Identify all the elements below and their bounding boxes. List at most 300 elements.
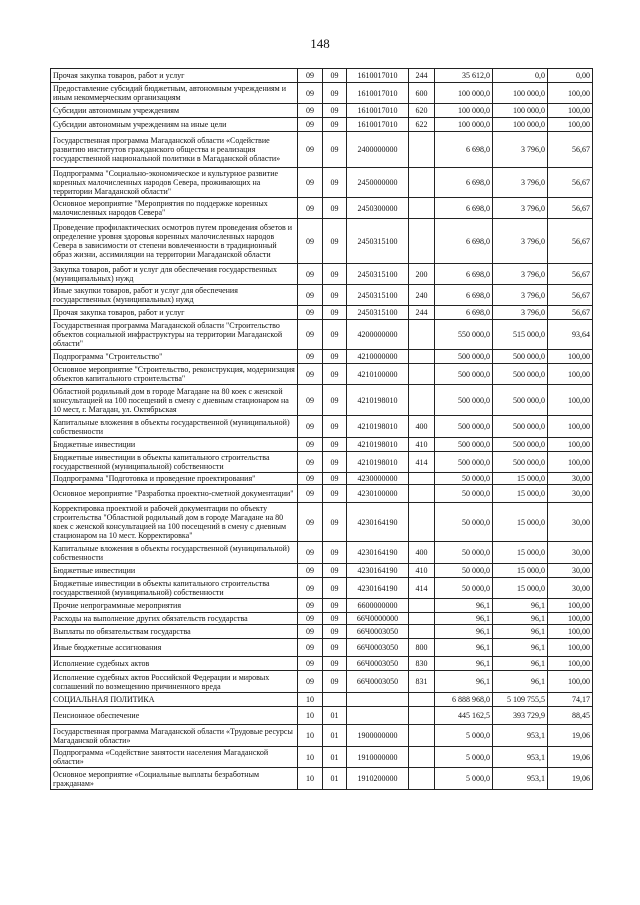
cell-v2: 3 796,0 bbox=[493, 219, 548, 264]
cell-rz: 09 bbox=[298, 69, 323, 83]
cell-name: Основное мероприятие "Разработка проектно-сметной документации" bbox=[51, 485, 298, 503]
cell-v3: 30,00 bbox=[548, 485, 593, 503]
cell-rz: 09 bbox=[298, 473, 323, 485]
cell-cs: 4230164190 bbox=[347, 578, 409, 599]
cell-rz: 09 bbox=[298, 542, 323, 564]
cell-v3: 100,00 bbox=[548, 350, 593, 364]
cell-name: Государственная программа Магаданской области «Трудовые ресурсы Магаданской области» bbox=[51, 725, 298, 747]
cell-v3: 100,00 bbox=[548, 83, 593, 104]
cell-v2: 96,1 bbox=[493, 613, 548, 625]
cell-v3: 19,06 bbox=[548, 768, 593, 790]
cell-pr: 09 bbox=[323, 657, 347, 671]
cell-v1: 50 000,0 bbox=[435, 564, 493, 578]
cell-v3: 56,67 bbox=[548, 198, 593, 219]
cell-v2: 96,1 bbox=[493, 671, 548, 693]
cell-name: СОЦИАЛЬНАЯ ПОЛИТИКА bbox=[51, 693, 298, 707]
cell-rz: 09 bbox=[298, 104, 323, 118]
cell-v3: 88,45 bbox=[548, 707, 593, 725]
cell-vr bbox=[409, 168, 435, 198]
cell-pr: 09 bbox=[323, 198, 347, 219]
cell-v1: 96,1 bbox=[435, 625, 493, 639]
cell-pr: 09 bbox=[323, 83, 347, 104]
cell-cs: 4230164190 bbox=[347, 503, 409, 542]
cell-name: Государственная программа Магаданской области «Содействие развитию институтов гражданского общества и реализация государственной национальной политики в Магаданской области» bbox=[51, 132, 298, 168]
cell-name: Подпрограмма «Содействие занятости населения Магаданской области» bbox=[51, 747, 298, 768]
cell-pr: 09 bbox=[323, 132, 347, 168]
cell-rz: 10 bbox=[298, 768, 323, 790]
cell-pr: 09 bbox=[323, 350, 347, 364]
cell-v3: 19,06 bbox=[548, 747, 593, 768]
cell-cs: 6600000000 bbox=[347, 599, 409, 613]
cell-cs: 4210000000 bbox=[347, 350, 409, 364]
cell-v2: 515 000,0 bbox=[493, 320, 548, 350]
cell-pr: 09 bbox=[323, 69, 347, 83]
cell-v2: 500 000,0 bbox=[493, 385, 548, 416]
cell-rz: 09 bbox=[298, 657, 323, 671]
cell-vr bbox=[409, 747, 435, 768]
cell-v2: 96,1 bbox=[493, 639, 548, 657]
cell-pr: 09 bbox=[323, 285, 347, 306]
table-row bbox=[51, 219, 593, 264]
cell-rz: 09 bbox=[298, 438, 323, 452]
cell-vr bbox=[409, 693, 435, 707]
cell-v2: 500 000,0 bbox=[493, 364, 548, 385]
cell-pr: 09 bbox=[323, 452, 347, 473]
cell-cs: 4210198010 bbox=[347, 416, 409, 438]
cell-name: Пенсионное обеспечение bbox=[51, 707, 298, 725]
cell-rz: 09 bbox=[298, 320, 323, 350]
cell-vr bbox=[409, 485, 435, 503]
cell-rz: 09 bbox=[298, 385, 323, 416]
budget-table bbox=[50, 68, 593, 790]
cell-v1: 50 000,0 bbox=[435, 485, 493, 503]
table-row bbox=[51, 69, 593, 83]
cell-vr: 620 bbox=[409, 104, 435, 118]
cell-rz: 09 bbox=[298, 503, 323, 542]
cell-v3: 100,00 bbox=[548, 452, 593, 473]
cell-cs bbox=[347, 693, 409, 707]
cell-name: Подпрограмма "Социально-экономическое и культурное развитие коренных малочисленных народов Севера, проживающих на территории Магаданской области" bbox=[51, 168, 298, 198]
cell-pr: 09 bbox=[323, 503, 347, 542]
cell-rz: 09 bbox=[298, 83, 323, 104]
table-row bbox=[51, 416, 593, 438]
cell-v3: 56,67 bbox=[548, 306, 593, 320]
cell-rz: 10 bbox=[298, 693, 323, 707]
cell-name: Основное мероприятие "Мероприятия по поддержке коренных малочисленных народов Севера" bbox=[51, 198, 298, 219]
cell-v2: 15 000,0 bbox=[493, 578, 548, 599]
cell-v3: 100,00 bbox=[548, 671, 593, 693]
cell-v2: 3 796,0 bbox=[493, 168, 548, 198]
cell-cs: 2450315100 bbox=[347, 264, 409, 285]
cell-vr bbox=[409, 198, 435, 219]
cell-cs: 1900000000 bbox=[347, 725, 409, 747]
cell-vr bbox=[409, 385, 435, 416]
cell-cs: 4230000000 bbox=[347, 473, 409, 485]
cell-name: Субсидии автономным учреждениям bbox=[51, 104, 298, 118]
cell-name: Расходы на выполнение других обязательств государства bbox=[51, 613, 298, 625]
cell-rz: 09 bbox=[298, 578, 323, 599]
cell-pr: 09 bbox=[323, 599, 347, 613]
cell-name: Проведение профилактических осмотров путем проведения обзетов и определение уровня здоровья коренных малочисленных народов Севера в зависимости от степени вовлеченности в традиционный образ жизни, ассимиляции на территории Магаданской области bbox=[51, 219, 298, 264]
cell-vr: 244 bbox=[409, 69, 435, 83]
table-row bbox=[51, 473, 593, 485]
cell-vr: 414 bbox=[409, 452, 435, 473]
cell-v3: 30,00 bbox=[548, 473, 593, 485]
cell-pr: 09 bbox=[323, 639, 347, 657]
cell-v2: 500 000,0 bbox=[493, 350, 548, 364]
cell-rz: 10 bbox=[298, 707, 323, 725]
cell-v1: 96,1 bbox=[435, 671, 493, 693]
cell-vr: 400 bbox=[409, 416, 435, 438]
cell-name: Подпрограмма "Подготовка и проведение проектирования" bbox=[51, 473, 298, 485]
cell-cs: 2450000000 bbox=[347, 168, 409, 198]
cell-rz: 09 bbox=[298, 599, 323, 613]
table-row bbox=[51, 657, 593, 671]
table-row bbox=[51, 707, 593, 725]
cell-vr bbox=[409, 219, 435, 264]
cell-vr: 414 bbox=[409, 578, 435, 599]
table-row bbox=[51, 83, 593, 104]
cell-name: Областной родильный дом в городе Магадане на 80 коек с женской консультацией на 100 посещений в смену с дневным стационаром на 10 мест, г. Магадан, ул. Октябрьская bbox=[51, 385, 298, 416]
cell-v3: 100,00 bbox=[548, 639, 593, 657]
table-row bbox=[51, 725, 593, 747]
table-row bbox=[51, 671, 593, 693]
table-row bbox=[51, 168, 593, 198]
cell-rz: 09 bbox=[298, 639, 323, 657]
cell-v1: 6 698,0 bbox=[435, 168, 493, 198]
cell-cs: 66Ч0003050 bbox=[347, 625, 409, 639]
cell-pr: 09 bbox=[323, 118, 347, 132]
cell-v2: 3 796,0 bbox=[493, 285, 548, 306]
cell-v2: 500 000,0 bbox=[493, 438, 548, 452]
cell-v1: 96,1 bbox=[435, 613, 493, 625]
cell-vr: 410 bbox=[409, 438, 435, 452]
cell-v1: 500 000,0 bbox=[435, 416, 493, 438]
cell-cs: 2450315100 bbox=[347, 219, 409, 264]
cell-name: Основное мероприятие «Социальные выплаты безработным гражданам» bbox=[51, 768, 298, 790]
cell-v2: 15 000,0 bbox=[493, 485, 548, 503]
cell-v1: 500 000,0 bbox=[435, 452, 493, 473]
cell-v3: 56,67 bbox=[548, 168, 593, 198]
cell-name: Исполнение судебных актов bbox=[51, 657, 298, 671]
cell-pr bbox=[323, 693, 347, 707]
cell-v2: 96,1 bbox=[493, 657, 548, 671]
cell-v1: 550 000,0 bbox=[435, 320, 493, 350]
cell-rz: 09 bbox=[298, 118, 323, 132]
cell-rz: 09 bbox=[298, 132, 323, 168]
table-row bbox=[51, 625, 593, 639]
page-number: 148 bbox=[310, 36, 330, 51]
cell-v2: 5 109 755,5 bbox=[493, 693, 548, 707]
cell-v3: 100,00 bbox=[548, 625, 593, 639]
cell-v2: 3 796,0 bbox=[493, 132, 548, 168]
cell-v2: 96,1 bbox=[493, 625, 548, 639]
cell-v2: 3 796,0 bbox=[493, 264, 548, 285]
cell-v1: 500 000,0 bbox=[435, 385, 493, 416]
table-row bbox=[51, 306, 593, 320]
table-row bbox=[51, 747, 593, 768]
cell-vr: 410 bbox=[409, 564, 435, 578]
cell-cs: 4210198010 bbox=[347, 385, 409, 416]
table-row bbox=[51, 264, 593, 285]
cell-vr: 240 bbox=[409, 285, 435, 306]
cell-cs: 66Ч0003050 bbox=[347, 671, 409, 693]
cell-rz: 09 bbox=[298, 564, 323, 578]
cell-v1: 5 000,0 bbox=[435, 747, 493, 768]
cell-v3: 74,17 bbox=[548, 693, 593, 707]
cell-pr: 09 bbox=[323, 613, 347, 625]
cell-v3: 100,00 bbox=[548, 613, 593, 625]
cell-name: Капитальные вложения в объекты государственной (муниципальной) собственности bbox=[51, 542, 298, 564]
cell-rz: 09 bbox=[298, 485, 323, 503]
cell-pr: 09 bbox=[323, 385, 347, 416]
table-row bbox=[51, 639, 593, 657]
cell-v1: 5 000,0 bbox=[435, 768, 493, 790]
cell-pr: 09 bbox=[323, 542, 347, 564]
cell-cs: 1610017010 bbox=[347, 83, 409, 104]
table-row bbox=[51, 564, 593, 578]
cell-name: Корректировка проектной и рабочей документации по объекту строительства "Областной родильный дом в городе Магадане на 80 коек с женской консультацией на 100 посещений в смену с дневным стационаром на 10 мест. Корректировка" bbox=[51, 503, 298, 542]
cell-pr: 09 bbox=[323, 364, 347, 385]
cell-name: Прочие непрограммные мероприятия bbox=[51, 599, 298, 613]
table-row bbox=[51, 452, 593, 473]
cell-pr: 09 bbox=[323, 219, 347, 264]
cell-vr bbox=[409, 613, 435, 625]
cell-cs: 1610017010 bbox=[347, 69, 409, 83]
cell-name: Предоставление субсидий бюджетным, автономным учреждениям и иным некоммерческим организациям bbox=[51, 83, 298, 104]
cell-v2: 500 000,0 bbox=[493, 452, 548, 473]
cell-rz: 09 bbox=[298, 416, 323, 438]
table-row bbox=[51, 104, 593, 118]
cell-name: Иные закупки товаров, работ и услуг для обеспечения государственных (муниципальных) нужд bbox=[51, 285, 298, 306]
cell-v1: 100 000,0 bbox=[435, 118, 493, 132]
cell-v2: 15 000,0 bbox=[493, 564, 548, 578]
cell-rz: 09 bbox=[298, 671, 323, 693]
cell-name: Бюджетные инвестиции в объекты капитального строительства государственной (муниципальной) собственности bbox=[51, 452, 298, 473]
cell-rz: 09 bbox=[298, 285, 323, 306]
cell-v3: 100,00 bbox=[548, 416, 593, 438]
cell-v1: 50 000,0 bbox=[435, 578, 493, 599]
cell-v3: 30,00 bbox=[548, 578, 593, 599]
cell-cs: 1610017010 bbox=[347, 104, 409, 118]
cell-v3: 30,00 bbox=[548, 503, 593, 542]
cell-v1: 96,1 bbox=[435, 639, 493, 657]
cell-cs: 4210198010 bbox=[347, 438, 409, 452]
cell-name: Государственная программа Магаданской области "Строительство объектов социальной инфраструктуры на территории Магаданской области" bbox=[51, 320, 298, 350]
cell-pr: 01 bbox=[323, 725, 347, 747]
table-row bbox=[51, 438, 593, 452]
cell-v3: 56,67 bbox=[548, 219, 593, 264]
cell-v3: 100,00 bbox=[548, 657, 593, 671]
cell-v3: 100,00 bbox=[548, 118, 593, 132]
table-row bbox=[51, 578, 593, 599]
cell-v1: 100 000,0 bbox=[435, 104, 493, 118]
cell-rz: 09 bbox=[298, 219, 323, 264]
cell-v1: 500 000,0 bbox=[435, 364, 493, 385]
cell-v2: 100 000,0 bbox=[493, 83, 548, 104]
table-row bbox=[51, 613, 593, 625]
cell-rz: 09 bbox=[298, 198, 323, 219]
cell-v2: 15 000,0 bbox=[493, 542, 548, 564]
cell-rz: 09 bbox=[298, 306, 323, 320]
cell-v3: 100,00 bbox=[548, 438, 593, 452]
cell-vr: 600 bbox=[409, 83, 435, 104]
cell-v1: 6 698,0 bbox=[435, 264, 493, 285]
cell-vr bbox=[409, 707, 435, 725]
cell-v2: 0,0 bbox=[493, 69, 548, 83]
table-row bbox=[51, 118, 593, 132]
cell-v2: 100 000,0 bbox=[493, 118, 548, 132]
cell-name: Субсидии автономным учреждениям на иные цели bbox=[51, 118, 298, 132]
table-row bbox=[51, 768, 593, 790]
cell-v1: 35 612,0 bbox=[435, 69, 493, 83]
table-row bbox=[51, 385, 593, 416]
cell-name: Бюджетные инвестиции bbox=[51, 438, 298, 452]
cell-pr: 09 bbox=[323, 564, 347, 578]
cell-cs: 1910000000 bbox=[347, 747, 409, 768]
cell-rz: 09 bbox=[298, 625, 323, 639]
cell-name: Закупка товаров, работ и услуг для обеспечения государственных (муниципальных) нужд bbox=[51, 264, 298, 285]
cell-v3: 100,00 bbox=[548, 364, 593, 385]
cell-pr: 09 bbox=[323, 578, 347, 599]
cell-cs bbox=[347, 707, 409, 725]
cell-v2: 953,1 bbox=[493, 747, 548, 768]
cell-v3: 56,67 bbox=[548, 285, 593, 306]
cell-cs: 4210100000 bbox=[347, 364, 409, 385]
cell-vr bbox=[409, 768, 435, 790]
cell-vr bbox=[409, 625, 435, 639]
cell-pr: 01 bbox=[323, 707, 347, 725]
cell-rz: 09 bbox=[298, 364, 323, 385]
cell-v3: 30,00 bbox=[548, 564, 593, 578]
cell-name: Бюджетные инвестиции в объекты капитального строительства государственной (муниципальной) собственности bbox=[51, 578, 298, 599]
cell-vr bbox=[409, 364, 435, 385]
cell-cs: 4230164190 bbox=[347, 564, 409, 578]
cell-rz: 10 bbox=[298, 725, 323, 747]
cell-pr: 09 bbox=[323, 473, 347, 485]
cell-v3: 100,00 bbox=[548, 104, 593, 118]
cell-v1: 50 000,0 bbox=[435, 542, 493, 564]
cell-v1: 96,1 bbox=[435, 599, 493, 613]
cell-name: Основное мероприятие "Строительство, реконструкция, модернизация объектов капитального строительства" bbox=[51, 364, 298, 385]
cell-v1: 50 000,0 bbox=[435, 473, 493, 485]
cell-vr: 800 bbox=[409, 639, 435, 657]
cell-pr: 09 bbox=[323, 168, 347, 198]
cell-v2: 3 796,0 bbox=[493, 306, 548, 320]
table-row bbox=[51, 693, 593, 707]
table-row bbox=[51, 198, 593, 219]
table-row bbox=[51, 599, 593, 613]
cell-name: Подпрограмма "Строительство" bbox=[51, 350, 298, 364]
cell-cs: 4230100000 bbox=[347, 485, 409, 503]
cell-cs: 66Ч0003050 bbox=[347, 639, 409, 657]
cell-name: Выплаты по обязательствам государства bbox=[51, 625, 298, 639]
table-row bbox=[51, 503, 593, 542]
cell-v1: 500 000,0 bbox=[435, 350, 493, 364]
cell-v2: 500 000,0 bbox=[493, 416, 548, 438]
table-row bbox=[51, 132, 593, 168]
cell-v1: 6 698,0 bbox=[435, 306, 493, 320]
cell-pr: 09 bbox=[323, 625, 347, 639]
cell-pr: 01 bbox=[323, 747, 347, 768]
cell-pr: 01 bbox=[323, 768, 347, 790]
cell-vr: 400 bbox=[409, 542, 435, 564]
cell-vr bbox=[409, 350, 435, 364]
cell-v3: 56,67 bbox=[548, 264, 593, 285]
cell-cs: 66Ч0000000 bbox=[347, 613, 409, 625]
cell-v3: 100,00 bbox=[548, 599, 593, 613]
cell-name: Капитальные вложения в объекты государственной (муниципальной) собственности bbox=[51, 416, 298, 438]
cell-v1: 96,1 bbox=[435, 657, 493, 671]
cell-pr: 09 bbox=[323, 320, 347, 350]
cell-v2: 15 000,0 bbox=[493, 503, 548, 542]
cell-cs: 66Ч0003050 bbox=[347, 657, 409, 671]
cell-name: Прочая закупка товаров, работ и услуг bbox=[51, 69, 298, 83]
cell-vr bbox=[409, 503, 435, 542]
cell-name: Бюджетные инвестиции bbox=[51, 564, 298, 578]
cell-v2: 953,1 bbox=[493, 768, 548, 790]
cell-v3: 100,00 bbox=[548, 385, 593, 416]
table-row bbox=[51, 350, 593, 364]
cell-pr: 09 bbox=[323, 438, 347, 452]
table-row bbox=[51, 285, 593, 306]
cell-pr: 09 bbox=[323, 416, 347, 438]
cell-cs: 2450300000 bbox=[347, 198, 409, 219]
table-row bbox=[51, 542, 593, 564]
cell-pr: 09 bbox=[323, 485, 347, 503]
cell-v1: 50 000,0 bbox=[435, 503, 493, 542]
table-row bbox=[51, 485, 593, 503]
cell-v2: 953,1 bbox=[493, 725, 548, 747]
cell-v1: 500 000,0 bbox=[435, 438, 493, 452]
cell-v1: 5 000,0 bbox=[435, 725, 493, 747]
cell-pr: 09 bbox=[323, 671, 347, 693]
cell-vr bbox=[409, 473, 435, 485]
cell-v3: 30,00 bbox=[548, 542, 593, 564]
cell-cs: 2400000000 bbox=[347, 132, 409, 168]
cell-cs: 4210198010 bbox=[347, 452, 409, 473]
cell-v1: 6 888 968,0 bbox=[435, 693, 493, 707]
cell-rz: 10 bbox=[298, 747, 323, 768]
cell-v3: 56,67 bbox=[548, 132, 593, 168]
cell-vr bbox=[409, 725, 435, 747]
cell-vr bbox=[409, 132, 435, 168]
cell-cs: 2450315100 bbox=[347, 306, 409, 320]
cell-v1: 6 698,0 bbox=[435, 285, 493, 306]
cell-vr bbox=[409, 599, 435, 613]
cell-vr: 622 bbox=[409, 118, 435, 132]
cell-cs: 4230164190 bbox=[347, 542, 409, 564]
cell-rz: 09 bbox=[298, 452, 323, 473]
table-row bbox=[51, 320, 593, 350]
cell-v3: 93,64 bbox=[548, 320, 593, 350]
cell-pr: 09 bbox=[323, 306, 347, 320]
cell-v1: 6 698,0 bbox=[435, 132, 493, 168]
cell-v1: 100 000,0 bbox=[435, 83, 493, 104]
cell-rz: 09 bbox=[298, 350, 323, 364]
cell-rz: 09 bbox=[298, 168, 323, 198]
cell-v1: 6 698,0 bbox=[435, 198, 493, 219]
cell-v2: 393 729,9 bbox=[493, 707, 548, 725]
cell-pr: 09 bbox=[323, 264, 347, 285]
cell-v2: 100 000,0 bbox=[493, 104, 548, 118]
cell-cs: 2450315100 bbox=[347, 285, 409, 306]
cell-v1: 445 162,5 bbox=[435, 707, 493, 725]
cell-cs: 4200000000 bbox=[347, 320, 409, 350]
cell-rz: 09 bbox=[298, 264, 323, 285]
cell-name: Прочая закупка товаров, работ и услуг bbox=[51, 306, 298, 320]
cell-v3: 0,00 bbox=[548, 69, 593, 83]
